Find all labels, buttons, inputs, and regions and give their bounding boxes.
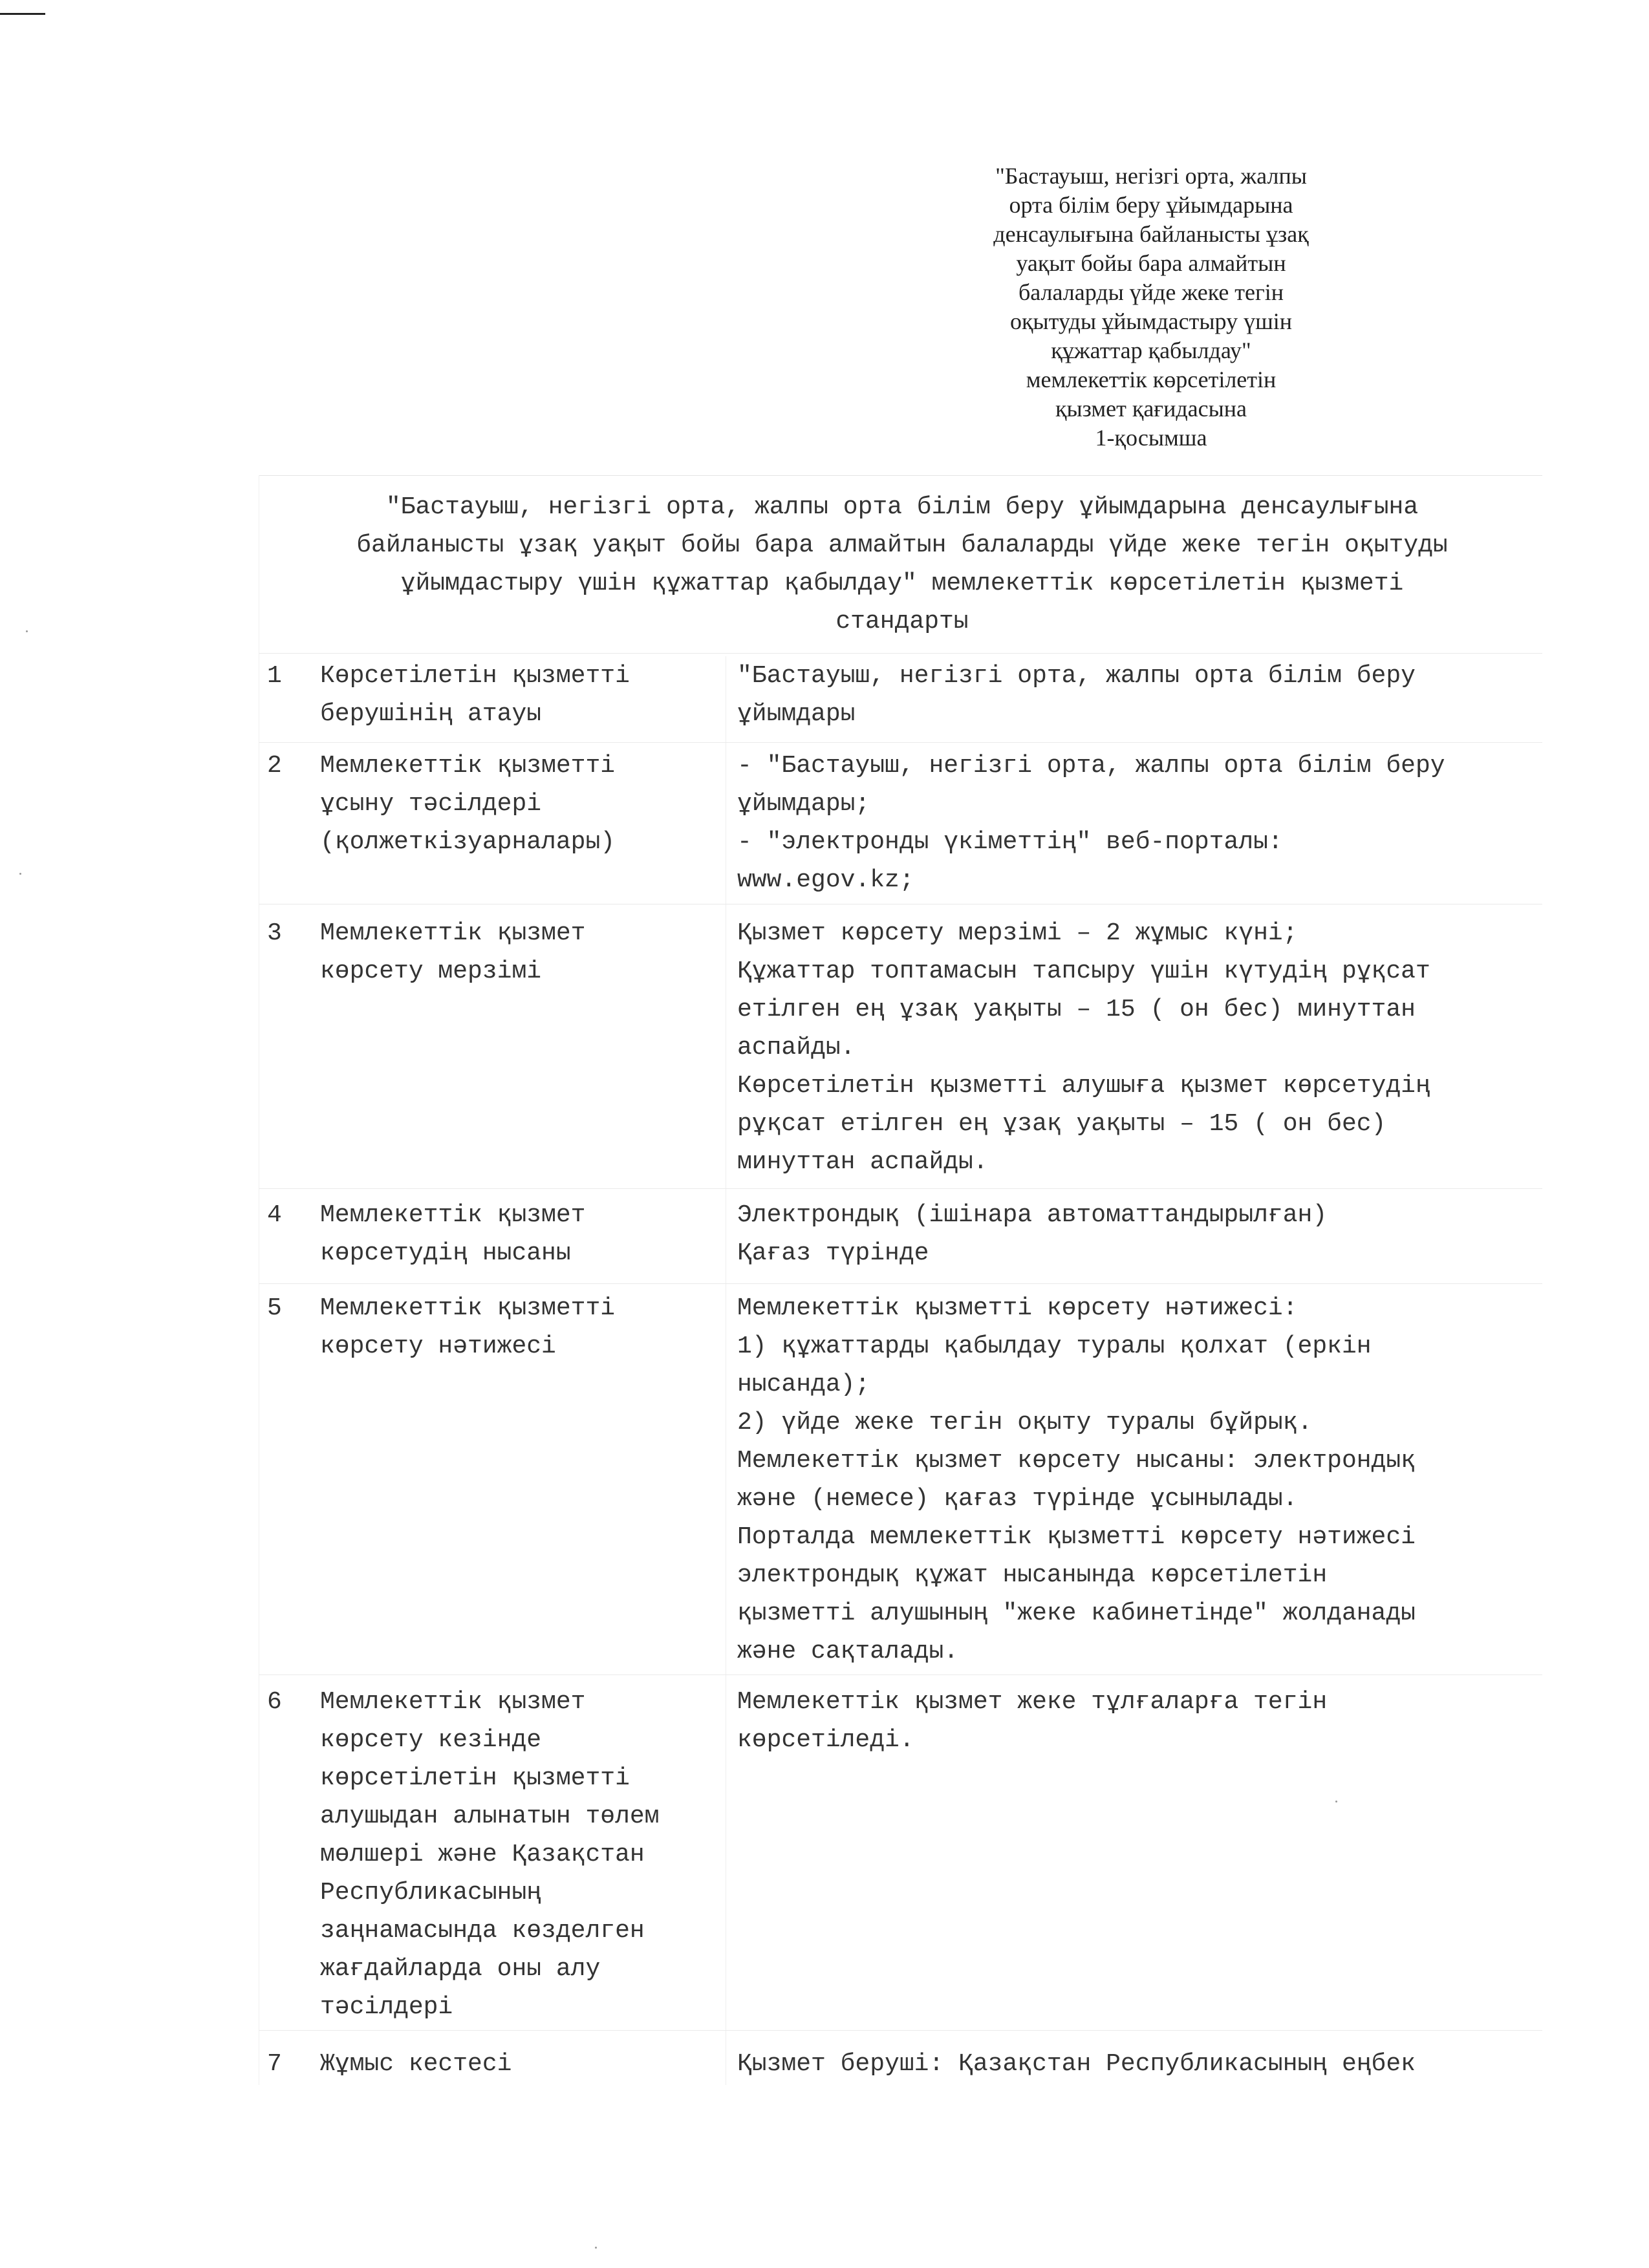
row-value-line: рұқсат етілген ең ұзақ уақыты – 15 ( он бес) (737, 1110, 1386, 1138)
appendix-note-line: денсаулығына байланысты ұзақ (993, 221, 1309, 247)
row-name (320, 1196, 585, 1272)
row-value-line: электрондық құжат нысанында көрсетілетін (737, 1561, 1328, 1589)
row-name (320, 657, 630, 733)
row-name-line: ұсыну тәсілдері (320, 790, 542, 818)
appendix-note-line: уақыт бойы бара алмайтын (1016, 250, 1286, 276)
row-value-line: Мемлекеттік қызметті көрсету нәтижесі: (737, 1294, 1298, 1322)
table-top-rule (259, 475, 1542, 476)
row-name (320, 747, 615, 861)
row-value-line: 2) үйде жеке тегін оқыту туралы бұйрық. (737, 1409, 1313, 1437)
row-name-line: көрсетілетін қызметті (320, 1764, 630, 1792)
row-value-line: Қағаз түрінде (737, 1239, 929, 1267)
row-value-line: ұйымдары; (737, 790, 870, 818)
scan-speck (19, 873, 21, 875)
row-name-line: (қолжеткізуарналары) (320, 828, 616, 856)
row-name-line: Мемлекеттік қызметті (320, 752, 616, 780)
scan-corner-mark (0, 13, 45, 15)
row-name (320, 2045, 512, 2083)
row-number: 6 (267, 1688, 282, 1716)
row-value (737, 1683, 1327, 1759)
row-value-line: ұйымдары (737, 700, 856, 728)
appendix-note-line: орта білім беру ұйымдарына (1009, 192, 1293, 218)
row-separator (259, 1674, 1542, 1675)
row-value-line: Мемлекеттік қызмет жеке тұлғаларға тегін (737, 1688, 1328, 1716)
row-name (320, 1289, 615, 1365)
appendix-note-line: құжаттар қабылдау" (1051, 337, 1251, 363)
row-value-line: 1) құжаттарды қабылдау туралы қолхат (еркін (737, 1332, 1372, 1360)
row-value (737, 1289, 1416, 1671)
row-value-line: қызметті алушының "жеке кабинетінде" жолданады (737, 1599, 1416, 1627)
row-name-line: көрсету мерзімі (320, 957, 542, 985)
document-title-line: "Бастауыш, негізгі орта, жалпы орта білім беру ұйымдарына денсаулығына (385, 493, 1419, 521)
row-name-line: Мемлекеттік қызмет (320, 1201, 586, 1229)
row-name-line: Мемлекеттік қызмет (320, 919, 586, 947)
appendix-note-line: балаларды үйде жеке тегін (1018, 279, 1284, 305)
row-value-line: Қызмет беруші: Қазақстан Республикасының еңбек (737, 2050, 1416, 2078)
appendix-note-line: "Бастауыш, негізгі орта, жалпы (995, 163, 1307, 189)
row-number: 4 (267, 1201, 282, 1229)
row-value-line: етілген ең ұзақ уақыты – 15 ( он бес) минуттан (737, 996, 1416, 1023)
row-name (320, 914, 585, 990)
appendix-note-line: 1-қосымша (1095, 425, 1207, 451)
row-value-line: - "электронды үкіметтің" веб-порталы: (737, 828, 1283, 856)
scan-speck (1335, 1801, 1337, 1803)
row-name-line: заңнамасында көзделген (320, 1917, 645, 1945)
row-value (737, 657, 1416, 733)
row-name-line: көрсету кезінде (320, 1726, 542, 1754)
document-title-line: байланысты ұзақ уақыт бойы бара алмайтын балаларды үйде жеке тегін оқытуды (356, 531, 1448, 559)
row-separator (259, 1188, 1542, 1189)
row-value-line: және (немесе) қағаз түрінде ұсынылады. (737, 1485, 1298, 1513)
row-value-line: аспайды. (737, 1034, 856, 1062)
scan-speck (26, 630, 28, 632)
document-title-line: стандарты (835, 608, 969, 636)
row-name-line: Көрсетілетін қызметті (320, 662, 630, 690)
row-value-line: Мемлекеттік қызмет көрсету нысаны: электрондық (737, 1447, 1416, 1475)
appendix-note (899, 162, 1403, 453)
row-value-line: Қызмет көрсету мерзімі – 2 жұмыс күні; (737, 919, 1298, 947)
document-title (262, 488, 1542, 641)
row-separator (259, 742, 1542, 743)
row-value-line: Көрсетілетін қызметті алушыға қызмет көрсетудің (737, 1072, 1430, 1100)
row-value-line: Құжаттар топтамасын тапсыру үшін күтудің рұқсат (737, 957, 1430, 985)
row-value (737, 747, 1445, 899)
row-name-line: Жұмыс кестесі (320, 2050, 512, 2078)
row-value-line: Электрондық (ішінара автоматтандырылған) (737, 1201, 1328, 1229)
row-value-line: нысанда); (737, 1371, 870, 1398)
row-name-line: берушінің атауы (320, 700, 542, 728)
row-value-line: "Бастауыш, негізгі орта, жалпы орта білім беру (737, 662, 1416, 690)
row-value (737, 1196, 1327, 1272)
row-value (737, 914, 1430, 1181)
row-name-line: Мемлекеттік қызметті (320, 1294, 616, 1322)
row-number: 3 (267, 919, 282, 947)
row-value-line: Порталда мемлекеттік қызметті көрсету нәтижесі (737, 1523, 1416, 1551)
row-value (737, 2045, 1416, 2083)
row-name-line: жағдайларда оны алу (320, 1955, 601, 1983)
row-value-line: көрсетіледі. (737, 1726, 914, 1754)
row-value-line: минуттан аспайды. (737, 1148, 988, 1176)
row-number: 1 (267, 662, 282, 690)
appendix-note-line: қызмет қағидасына (1055, 396, 1247, 422)
row-number: 7 (267, 2050, 282, 2078)
appendix-note-line: мемлекеттік көрсетілетін (1026, 367, 1277, 392)
row-name-line: Мемлекеттік қызмет (320, 1688, 586, 1716)
row-name-line: мөлшері және Қазақстан (320, 1841, 645, 1868)
row-name-line: алушыдан алынатын төлем (320, 1803, 660, 1830)
row-name-line: көрсету нәтижесі (320, 1332, 556, 1360)
row-name-line: Республикасының (320, 1879, 542, 1907)
row-separator (259, 653, 1542, 654)
row-name (320, 1683, 660, 2026)
row-number: 2 (267, 752, 282, 780)
row-separator (259, 1283, 1542, 1284)
scan-speck (595, 2247, 597, 2249)
row-value-line: www.egov.kz; (737, 866, 914, 894)
appendix-note-line: оқытуды ұйымдастыру үшін (1009, 308, 1293, 334)
row-value-line: және сақталады. (737, 1638, 959, 1665)
row-name-line: көрсетудің нысаны (320, 1239, 571, 1267)
row-number: 5 (267, 1294, 282, 1322)
row-name-line: тәсілдері (320, 1993, 453, 2021)
row-separator (259, 2030, 1542, 2031)
row-value-line: - "Бастауыш, негізгі орта, жалпы орта білім беру (737, 752, 1445, 780)
document-title-line: ұйымдастыру үшін құжаттар қабылдау" мемлекеттік көрсетілетін қызметі (400, 570, 1404, 597)
